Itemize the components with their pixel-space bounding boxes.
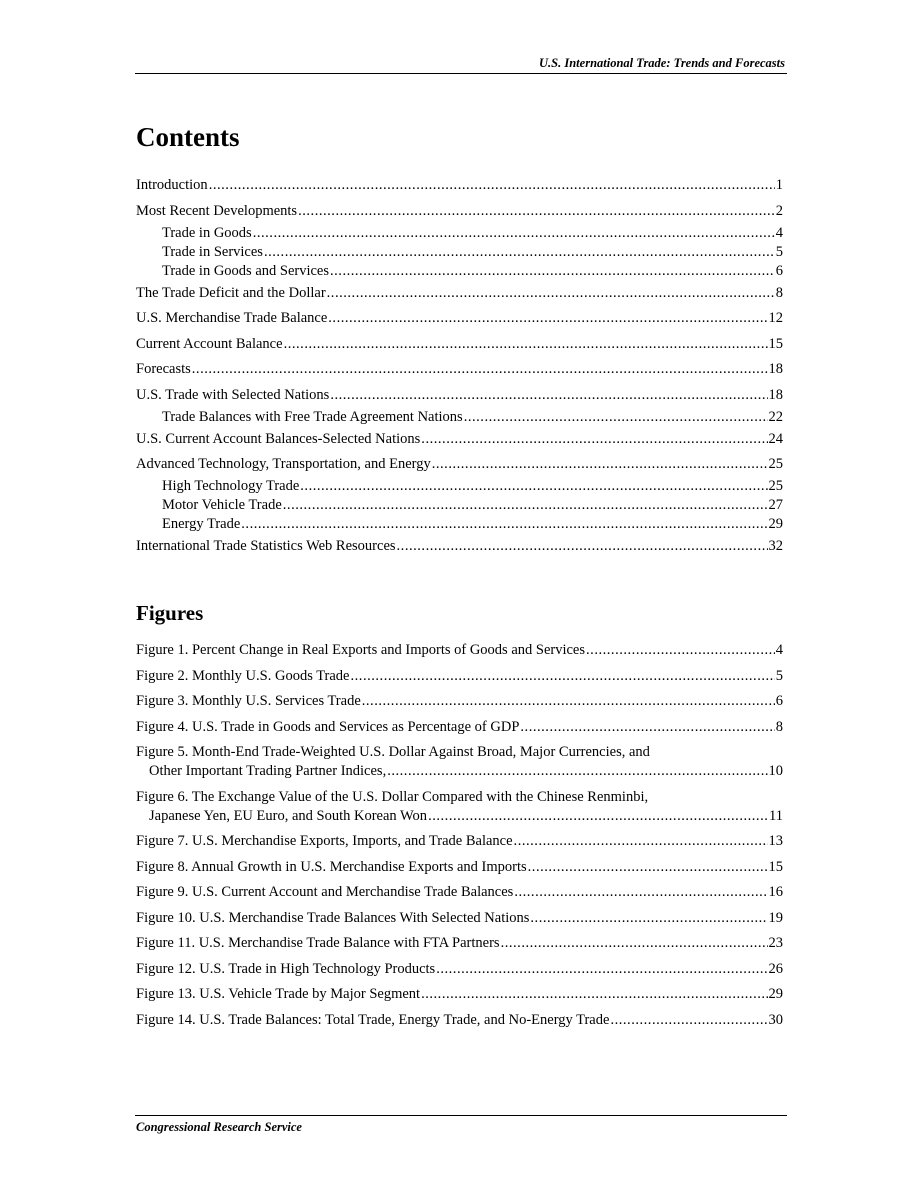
toc-entry-page: 2 [775,202,783,219]
dot-leader [514,883,767,902]
figure-entry-page: 30 [768,1011,783,1028]
dot-leader [362,692,775,711]
toc-entry[interactable] [136,309,783,328]
toc-entry[interactable] [136,455,783,474]
figures-heading: Figures [136,601,204,625]
toc-entry[interactable] [136,430,783,449]
figure-entry[interactable] [136,832,783,851]
figure-entry[interactable] [136,858,783,877]
figure-entry-page: 15 [768,858,783,875]
toc-entry-page: 8 [775,284,783,301]
figure-entry-page: 19 [768,909,783,926]
figure-entry-page: 5 [775,667,783,684]
toc-subentry[interactable] [136,262,783,281]
figure-entry-label: Figure 10. U.S. Merchandise Trade Balances With Selected Nations [136,909,530,926]
toc-entry-page: 18 [768,361,783,377]
dot-leader [284,335,768,354]
figure-entry[interactable] [136,667,783,686]
toc-entry-page: 1 [775,177,783,193]
toc-entry-page: 24 [768,430,783,447]
toc-entry-label: Trade Balances with Free Trade Agreement Nations [162,408,463,425]
figure-entry[interactable] [136,641,783,660]
toc-entry-label: U.S. Trade with Selected Nations [136,386,330,403]
figure-entry-page: 29 [768,986,783,1002]
figure-entry[interactable] [136,934,783,953]
figure-entry-label: Figure 9. U.S. Current Account and Merchandise Trade Balances [136,884,514,900]
contents-heading: Contents [136,122,240,152]
figure-entry[interactable] [136,909,783,928]
toc-entry-label: Trade in Goods [162,224,252,241]
toc-subentry[interactable] [136,408,783,427]
figure-entry-page: 11 [769,807,783,824]
dot-leader [264,243,775,262]
figure-entry-page: 16 [768,884,783,900]
toc-entry-page: 5 [775,243,783,260]
figures-list [136,641,783,1036]
figure-entry-page: 26 [768,960,783,977]
toc-entry-page: 25 [768,478,783,494]
figure-entry-label: Figure 8. Annual Growth in U.S. Merchandise Exports and Imports [136,858,527,875]
dot-leader [192,360,768,379]
dot-leader [330,262,775,281]
toc-subentry[interactable] [136,477,783,496]
toc-entry-label: Trade in Goods and Services [162,262,329,279]
figure-entry-label: Figure 6. The Exchange Value of the U.S. Dollar Compared with the Chinese Renminbi, [136,788,649,805]
dot-leader [397,537,768,556]
figure-entry-label: Figure 11. U.S. Merchandise Trade Balance with FTA Partners [136,935,500,951]
toc-entry-label: Advanced Technology, Transportation, and Energy [136,456,431,472]
figure-entry[interactable] [136,718,783,737]
figure-entry[interactable] [136,883,783,902]
dot-leader [330,386,767,405]
dot-leader [514,832,768,851]
toc-entry-page: 18 [768,386,783,403]
dot-leader [351,667,775,686]
dot-leader [436,960,767,979]
toc-entry-label: U.S. Merchandise Trade Balance [136,310,328,326]
dot-leader [464,408,768,427]
figure-entry-page: 10 [768,763,783,779]
figure-entry-label: Figure 1. Percent Change in Real Exports and Imports of Goods and Services [136,642,586,658]
figure-entry-label: Figure 4. U.S. Trade in Goods and Services as Percentage of GDP [136,718,520,735]
header-rule [135,73,787,74]
toc-entry-label: Introduction [136,177,208,193]
toc-entry[interactable] [136,284,783,303]
figure-entry-page: 8 [775,718,783,735]
figure-entry[interactable] [136,788,783,826]
figure-entry-label: Figure 7. U.S. Merchandise Exports, Imports, and Trade Balance [136,833,513,849]
toc-subentry[interactable] [136,515,783,534]
dot-leader [432,455,768,474]
toc-entry[interactable] [136,335,783,354]
dot-leader [328,309,767,328]
dot-leader [586,641,775,660]
toc-entry-page: 25 [768,456,783,472]
dot-leader [421,430,767,449]
dot-leader [528,858,768,877]
toc-entry-page: 27 [768,497,783,513]
dot-leader [428,807,768,826]
dot-leader [253,224,775,243]
figure-entry-label-continued: Other Important Trading Partner Indices, [149,763,387,779]
toc-entry[interactable] [136,202,783,221]
toc-subentry[interactable] [136,496,783,515]
toc-subentry[interactable] [136,224,783,243]
figure-entry-label: Figure 5. Month-End Trade-Weighted U.S. Dollar Against Broad, Major Currencies, and [136,744,650,760]
running-header: U.S. International Trade: Trends and Forecasts [539,56,785,70]
dot-leader [610,1011,767,1030]
figure-entry-page: 4 [775,642,783,658]
contents-list [136,176,783,563]
toc-entry-label: Motor Vehicle Trade [162,497,282,513]
figure-entry[interactable] [136,743,783,781]
figure-entry-label-continued: Japanese Yen, EU Euro, and South Korean Won [149,807,428,824]
footer-rule [135,1115,787,1116]
dot-leader [520,718,774,737]
figure-entry[interactable] [136,692,783,711]
dot-leader [241,515,767,534]
figure-entry-page: 13 [768,833,783,849]
dot-leader [387,762,767,781]
toc-entry-label: U.S. Current Account Balances-Selected Nations [136,430,421,447]
figure-entry-label: Figure 3. Monthly U.S. Services Trade [136,693,361,709]
toc-entry-page: 4 [775,224,783,241]
figure-entry-label: Figure 14. U.S. Trade Balances: Total Trade, Energy Trade, and No-Energy Trade [136,1011,610,1028]
toc-entry-page: 15 [768,335,783,352]
dot-leader [421,985,767,1004]
toc-entry-label: Trade in Services [162,243,263,260]
figure-entry[interactable] [136,1011,783,1030]
running-footer: Congressional Research Service [136,1120,302,1134]
figure-entry[interactable] [136,985,783,1004]
dot-leader [300,477,767,496]
toc-entry-page: 32 [768,538,783,554]
toc-entry-label: Energy Trade [162,516,241,532]
dot-leader [298,202,775,221]
figure-entry-label: Figure 2. Monthly U.S. Goods Trade [136,667,350,684]
toc-entry-label: Forecasts [136,361,191,377]
dot-leader [501,934,768,953]
figure-entry-page: 6 [775,693,783,709]
toc-entry-label: High Technology Trade [162,478,300,494]
dot-leader [327,284,775,303]
toc-entry[interactable] [136,537,783,556]
dot-leader [209,176,775,195]
figure-entry-label: Figure 12. U.S. Trade in High Technology Products [136,960,436,977]
toc-entry-page: 12 [768,310,783,326]
toc-entry-page: 22 [768,408,783,425]
toc-entry[interactable] [136,386,783,405]
figure-entry-page: 23 [768,935,783,951]
toc-entry-label: The Trade Deficit and the Dollar [136,284,326,301]
toc-entry[interactable] [136,176,783,195]
dot-leader [530,909,767,928]
toc-entry-label: Current Account Balance [136,335,283,352]
toc-subentry[interactable] [136,243,783,262]
dot-leader [283,496,768,515]
figure-entry[interactable] [136,960,783,979]
toc-entry-page: 6 [775,262,783,279]
figure-entry-label: Figure 13. U.S. Vehicle Trade by Major Segment [136,986,421,1002]
toc-entry[interactable] [136,360,783,379]
toc-entry-page: 29 [768,516,783,532]
toc-entry-label: International Trade Statistics Web Resources [136,538,396,554]
toc-entry-label: Most Recent Developments [136,202,298,219]
